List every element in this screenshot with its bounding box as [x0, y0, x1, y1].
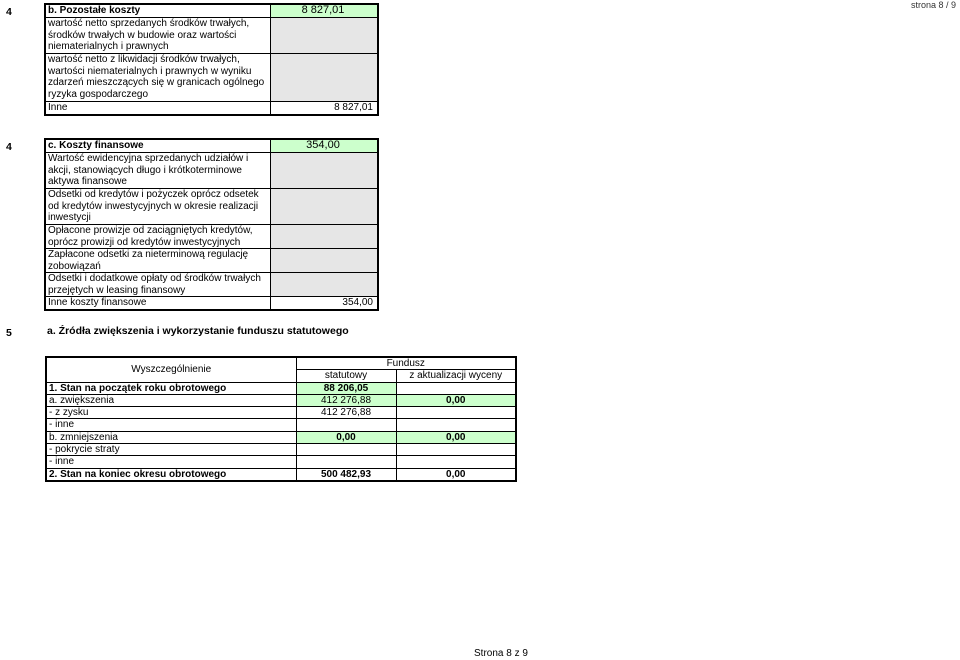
section-number-5: 5 [6, 327, 12, 339]
table-row [45, 102, 378, 116]
page-indicator-bottom: Strona 8 z 9 [474, 648, 528, 659]
row-label: - inne [46, 456, 296, 468]
row-revaluation: 0,00 [396, 394, 516, 406]
page-indicator-top: strona 8 / 9 [910, 0, 956, 10]
table-header-row [45, 4, 378, 18]
row-value [271, 249, 379, 273]
col-header-revaluation: z aktualizacji wyceny [396, 370, 516, 382]
row-label: 2. Stan na koniec okresu obrotowego [46, 468, 296, 481]
row-revaluation [396, 419, 516, 431]
row-value [271, 54, 379, 102]
row-statutory: 0,00 [296, 431, 396, 443]
other-costs-table [44, 3, 379, 116]
section-title: a. Źródła zwiększenia i wykorzystanie funduszu statutowego [47, 325, 349, 337]
row-value: 354,00 [271, 297, 379, 311]
table-row [46, 382, 516, 394]
table-row [46, 407, 516, 419]
table-row [46, 456, 516, 468]
row-statutory [296, 444, 396, 456]
row-statutory: 500 482,93 [296, 468, 396, 481]
row-label: b. zmniejszenia [46, 431, 296, 443]
table-row [46, 419, 516, 431]
row-statutory: 88 206,05 [296, 382, 396, 394]
row-statutory: 412 276,88 [296, 407, 396, 419]
row-value [271, 18, 379, 54]
row-label: a. zwiększenia [46, 394, 296, 406]
row-statutory: 412 276,88 [296, 394, 396, 406]
row-label: Inne [45, 102, 271, 116]
col-header-statutory: statutowy [296, 370, 396, 382]
header-label: b. Pozostałe koszty [45, 4, 271, 18]
row-label: Wartość ewidencyjna sprzedanych udziałów i akcji, stanowiących długo i krótkoterminowe aktywa finansowe [45, 153, 271, 189]
section-number-4c: 4 [6, 141, 12, 153]
section-number-4b: 4 [6, 6, 12, 18]
row-revaluation: 0,00 [396, 468, 516, 481]
row-label: Opłacone prowizje od zaciągniętych kredytów, oprócz prowizji od kredytów inwestycyjnych [45, 225, 271, 249]
table-row [46, 468, 516, 481]
row-label: Odsetki i dodatkowe opłaty od środków trwałych przejętych w leasing finansowy [45, 273, 271, 297]
row-label: 1. Stan na początek roku obrotowego [46, 382, 296, 394]
table-row [45, 189, 378, 225]
row-revaluation [396, 407, 516, 419]
header-value: 8 827,01 [271, 4, 379, 18]
table-row [45, 249, 378, 273]
header-value: 354,00 [271, 139, 379, 153]
row-label: Odsetki od kredytów i pożyczek oprócz odsetek od kredytów inwestycyjnych w okresie realizacji inwestycji [45, 189, 271, 225]
row-value [271, 273, 379, 297]
table-row [45, 297, 378, 311]
row-value [271, 153, 379, 189]
table-row [45, 225, 378, 249]
row-label: Zapłacone odsetki za nieterminową regulację zobowiązań [45, 249, 271, 273]
financial-costs-table [44, 138, 379, 311]
col-header-group: Fundusz [296, 357, 516, 370]
table-row [45, 18, 378, 54]
table-row [46, 444, 516, 456]
row-label: wartość netto sprzedanych środków trwałych, środków trwałych w budowie oraz wartości niematerialnych i prawnych [45, 18, 271, 54]
table-row [45, 54, 378, 102]
row-label: - pokrycie straty [46, 444, 296, 456]
fund-table [45, 356, 517, 482]
row-label: - z zysku [46, 407, 296, 419]
row-statutory [296, 419, 396, 431]
row-revaluation [396, 444, 516, 456]
row-value [271, 225, 379, 249]
table-row [46, 431, 516, 443]
header-label: c. Koszty finansowe [45, 139, 271, 153]
row-revaluation [396, 382, 516, 394]
table-header-row [46, 357, 516, 370]
col-header-main: Wyszczególnienie [46, 357, 296, 382]
row-label: wartość netto z likwidacji środków trwałych, wartości niematerialnych i prawnych w wyniku zdarzeń mieszczących się w granicach ogólnego ryzyka gospodarczego [45, 54, 271, 102]
row-value [271, 189, 379, 225]
row-revaluation: 0,00 [396, 431, 516, 443]
table-header-row [45, 139, 378, 153]
row-label: - inne [46, 419, 296, 431]
row-revaluation [396, 456, 516, 468]
table-row [46, 394, 516, 406]
row-statutory [296, 456, 396, 468]
row-label: Inne koszty finansowe [45, 297, 271, 311]
table-row [45, 153, 378, 189]
table-row [45, 273, 378, 297]
row-value: 8 827,01 [271, 102, 379, 116]
